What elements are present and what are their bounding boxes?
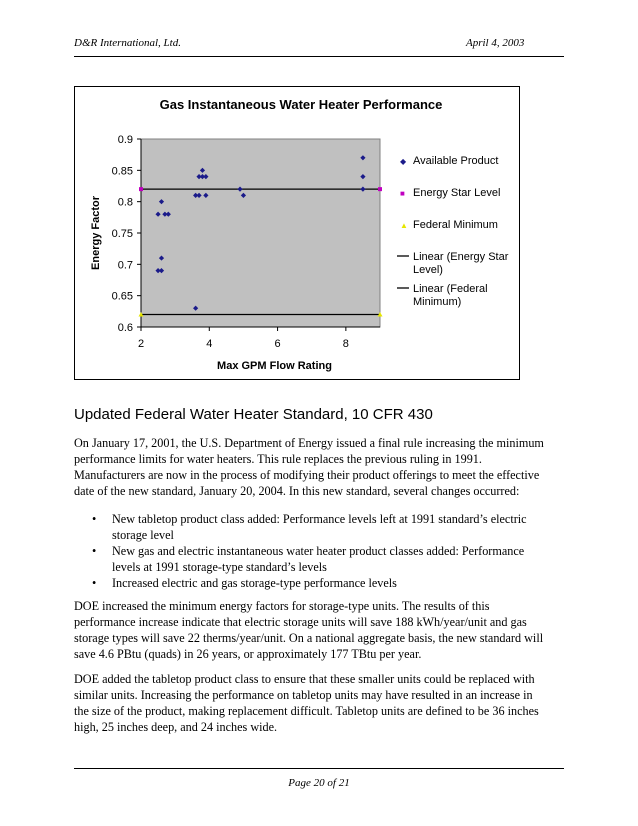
text-line: levels at 1991 storage-type standard’s levels	[112, 560, 327, 574]
legend-marker-icon: ◆	[400, 157, 407, 166]
page-number: Page 20 of 21	[288, 777, 350, 789]
text-line: high, 25 inches deep, and 24 inches wide.	[74, 720, 278, 734]
text-line: DOE increased the minimum energy factors for storage-type units. The results of this	[74, 599, 490, 613]
header-company: D&R International, Ltd.	[74, 37, 181, 49]
text-line: the size of the product, making replacement difficult. Tabletop units are defined to be 36 inches	[74, 704, 539, 718]
legend-label: Linear (Federal	[413, 283, 488, 295]
chart-title: Gas Instantaneous Water Heater Performance	[159, 97, 443, 112]
y-tick-label: 0.8	[117, 196, 133, 209]
legend-label: Linear (Energy Star	[413, 251, 509, 263]
text-line: On January 17, 2001, the U.S. Department of Energy issued a final rule increasing the minimum	[74, 436, 544, 450]
bullet-icon: •	[92, 512, 97, 526]
bullet-list	[92, 511, 562, 591]
bullet-icon: •	[92, 544, 97, 558]
legend-label: Level)	[413, 264, 443, 276]
text-line: storage level	[112, 528, 174, 542]
legend-marker-icon: ▲	[400, 221, 408, 230]
text-line: performance increase indicate that electric storage units will save 188 kWh/year/unit and gas	[74, 615, 527, 629]
plot-area	[141, 139, 380, 327]
footer-rule	[74, 768, 564, 769]
scatter-chart	[75, 87, 519, 379]
bullet-item	[92, 511, 562, 543]
legend-marker-icon: ■	[400, 189, 405, 198]
header-date: April 4, 2003	[466, 37, 525, 49]
x-axis-label: Max GPM Flow Rating	[217, 360, 332, 372]
text-line: Manufacturers are now in the process of modifying their product offerings to meet the effective	[74, 468, 540, 482]
legend-label: Minimum)	[413, 296, 462, 308]
bullet-icon: •	[92, 576, 97, 590]
bullet-item	[92, 575, 562, 591]
y-tick-label: 0.65	[111, 290, 133, 303]
data-point-energy-star	[378, 187, 382, 191]
header-rule	[74, 56, 564, 57]
text-line: Increased electric and gas storage-type performance levels	[112, 576, 397, 590]
x-tick-label: 4	[206, 338, 213, 350]
x-tick-label: 8	[342, 338, 349, 350]
x-tick-label: 6	[274, 338, 281, 350]
text-line: DOE added the tabletop product class to ensure that these smaller units could be replaced with	[74, 672, 535, 686]
y-tick-label: 0.9	[117, 134, 133, 146]
text-line: New gas and electric instantaneous water heater product classes added: Performance	[112, 544, 525, 558]
legend-label: Federal Minimum	[413, 219, 498, 231]
text-line: similar units. Increasing the performance on tabletop units may have resulted in an increase in	[74, 688, 533, 702]
text-line: date of the new standard, January 20, 2004. In this new standard, several changes occurred:	[74, 484, 520, 498]
paragraph-1	[74, 435, 566, 499]
y-tick-label: 0.85	[111, 165, 133, 178]
text-line: performance limits for water heaters. This rule replaces the previous ruling in 1991.	[74, 452, 482, 466]
section-title: Updated Federal Water Heater Standard, 10 CFR 430	[74, 406, 433, 423]
legend-label: Available Product	[413, 155, 499, 167]
paragraph-2	[74, 598, 566, 662]
chart-frame	[74, 86, 520, 380]
y-tick-label: 0.7	[117, 259, 133, 272]
legend-label: Energy Star Level	[413, 187, 501, 199]
bullet-item	[92, 543, 562, 575]
text-line: save 4.6 PBtu (quads) in 26 years, or approximately 177 TBtu per year.	[74, 647, 422, 661]
y-tick-label: 0.75	[111, 228, 133, 240]
y-tick-label: 0.6	[117, 322, 133, 334]
y-axis-label: Energy Factor	[90, 196, 102, 270]
paragraph-3	[74, 671, 566, 735]
x-tick-label: 2	[137, 338, 145, 350]
data-point-energy-star	[139, 187, 143, 191]
text-line: storage types will save 22 therms/year/unit. On a national aggregate basis, the new standard will	[74, 631, 544, 645]
text-line: New tabletop product class added: Performance levels left at 1991 standard’s electric	[112, 512, 527, 526]
